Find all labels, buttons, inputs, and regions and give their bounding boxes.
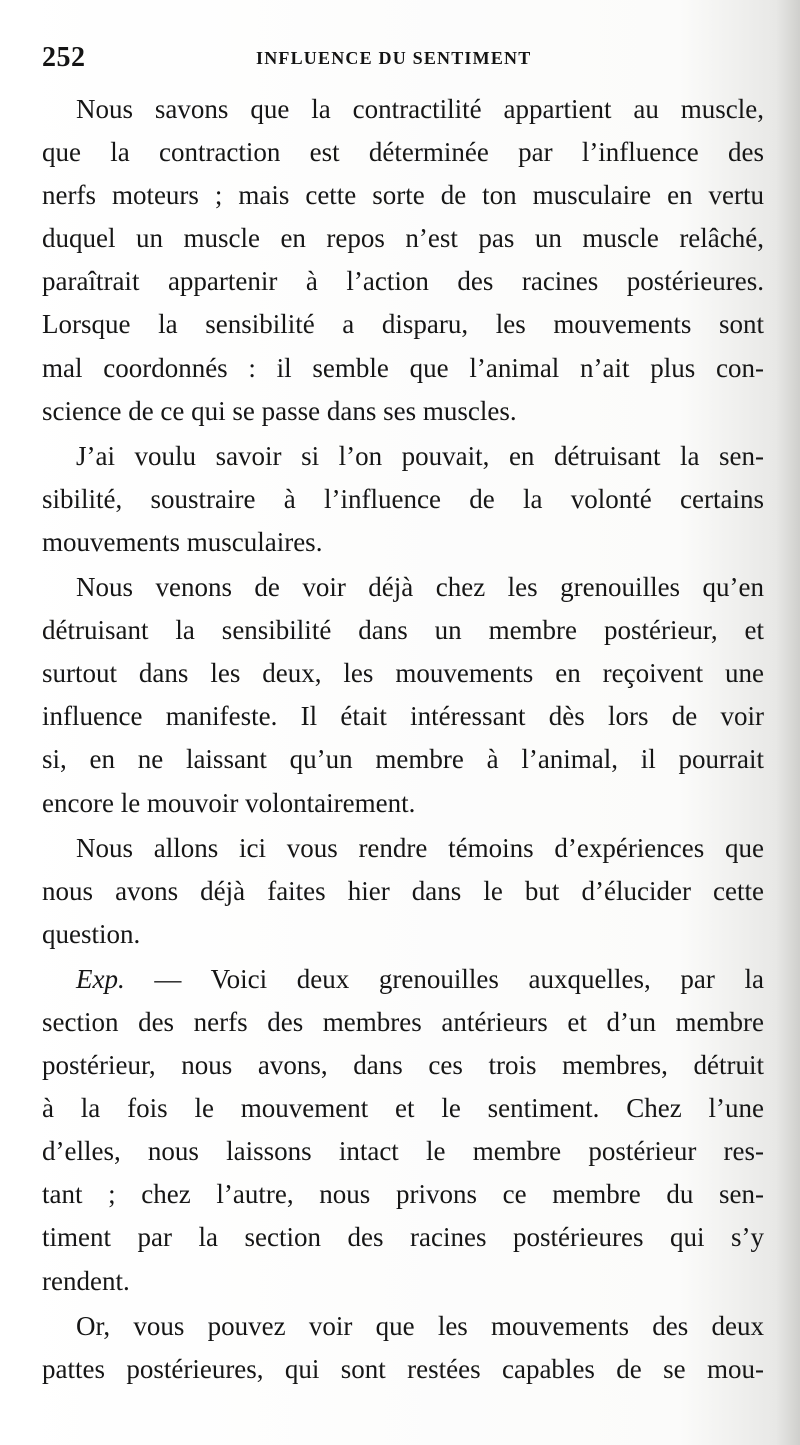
page-number: 252 <box>42 42 86 73</box>
text-line: que la contraction est déterminée par l’influence des <box>42 137 764 168</box>
text-line: Nous allons ici vous rendre témoins d’expériences que <box>76 832 764 863</box>
paragraph-6 <box>42 1305 764 1391</box>
paragraph-3 <box>42 566 764 825</box>
text-line: postérieur, nous avons, dans ces trois membres, détruit <box>42 1050 764 1081</box>
paragraph-1 <box>42 88 764 433</box>
text-line: science de ce qui se passe dans ses muscles. <box>42 395 517 426</box>
text-line: pattes postérieures, qui sont restées capables de se mou- <box>42 1353 764 1384</box>
text-line: si, en ne laissant qu’un membre à l’animal, il pourrait <box>42 744 764 775</box>
text-line: nerfs moteurs ; mais cette sorte de ton musculaire en vertu <box>42 180 764 211</box>
text-line: à la fois le mouvement et le sentiment. Chez l’une <box>42 1093 764 1124</box>
text-line <box>42 958 764 1001</box>
text-line: mouvements musculaires. <box>42 526 323 557</box>
text-line: nous avons déjà faites hier dans le but d’élucider cette <box>42 875 764 906</box>
text-line: Nous venons de voir déjà chez les grenouilles qu’en <box>76 572 764 603</box>
text-line: question. <box>42 918 141 949</box>
text-line: Lorsque la sensibilité a disparu, les mouvements sont <box>42 309 764 340</box>
experiment-label: Exp. <box>76 963 125 994</box>
text-line: Or, vous pouvez voir que les mouvements des deux <box>76 1310 764 1341</box>
text-line: section des nerfs des membres antérieurs et d’un membre <box>42 1006 764 1037</box>
paragraph-5-experiment <box>42 958 764 1303</box>
text-line: d’elles, nous laissons intact le membre postérieur res- <box>42 1136 764 1167</box>
text-line: encore le mouvoir volontairement. <box>42 787 416 818</box>
text-line: détruisant la sensibilité dans un membre postérieur, et <box>42 615 764 646</box>
experiment-intro: — Voici deux grenouilles auxquelles, par la <box>124 963 764 994</box>
text-line: Nous savons que la contractilité appartient au muscle, <box>76 94 764 124</box>
page-header <box>42 42 762 82</box>
text-line: surtout dans les deux, les mouvements en reçoivent une <box>42 658 764 689</box>
text-line: mal coordonnés : il semble que l’animal n’ait plus con- <box>42 352 764 383</box>
text-line: J’ai voulu savoir si l’on pouvait, en détruisant la sen- <box>76 440 764 471</box>
text-line: duquel un muscle en repos n’est pas un muscle relâché, <box>42 223 764 254</box>
running-head: INFLUENCE DU SENTIMENT <box>256 48 532 68</box>
text-line: timent par la section des racines postérieures qui s’y <box>42 1222 764 1253</box>
text-line: rendent. <box>42 1265 130 1296</box>
paragraph-2 <box>42 435 764 564</box>
paragraph-4 <box>42 827 764 956</box>
text-line: sibilité, soustraire à l’influence de la volonté certains <box>42 483 764 514</box>
text-line: influence manifeste. Il était intéressant dès lors de voir <box>42 701 764 732</box>
text-line: paraîtrait appartenir à l’action des racines postérieures. <box>42 266 764 297</box>
text-line: tant ; chez l’autre, nous privons ce membre du sen- <box>42 1179 764 1210</box>
body-text <box>42 88 764 1393</box>
